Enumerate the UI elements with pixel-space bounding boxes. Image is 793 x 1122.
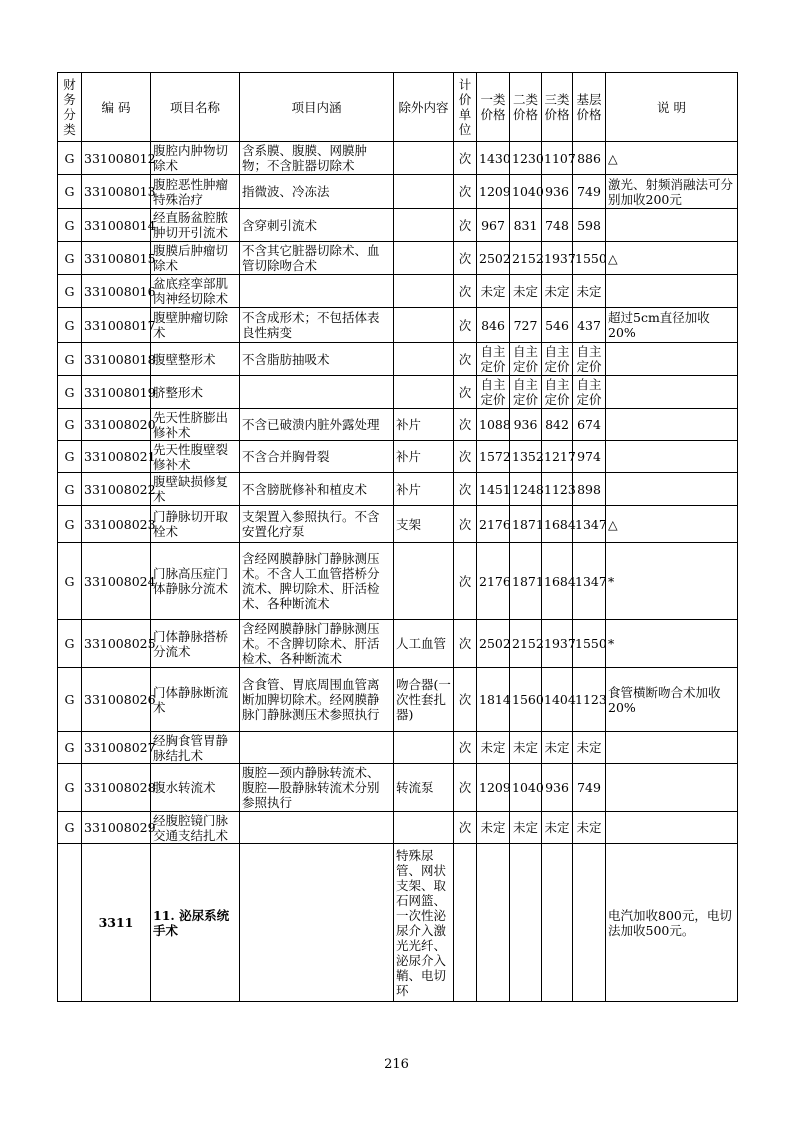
cell-price-3: 842 bbox=[542, 409, 573, 441]
cell-price-1: 1209 bbox=[477, 175, 510, 209]
cell-price-1: 1814 bbox=[477, 668, 510, 732]
page-number: 216 bbox=[384, 1057, 409, 1072]
table-row bbox=[58, 732, 738, 764]
cell-unit: 次 bbox=[454, 242, 477, 275]
cell-name: 盆底痉挛部肌肉神经切除术 bbox=[151, 275, 240, 308]
cell-name: 先天性腹壁裂修补术 bbox=[151, 441, 240, 473]
cell-exclusion bbox=[394, 343, 454, 376]
cell-price-2: 自主定价 bbox=[510, 343, 542, 376]
cell-code: 331008024 bbox=[82, 543, 151, 620]
cell-price-3: 1684 bbox=[542, 506, 573, 543]
cell-code: 331008020 bbox=[82, 409, 151, 441]
cell-price-2: 未定 bbox=[510, 275, 542, 308]
cell-content: 不含膀胱修补和植皮术 bbox=[240, 473, 394, 506]
cell-fin-class: G bbox=[58, 409, 82, 441]
cell-fin-class: G bbox=[58, 275, 82, 308]
cell-price-4: 未定 bbox=[573, 732, 606, 764]
cell-code: 331008019 bbox=[82, 376, 151, 409]
cell-memo bbox=[606, 812, 738, 844]
cell-price-2: 1230 bbox=[510, 142, 542, 175]
cell-unit: 次 bbox=[454, 473, 477, 506]
cell-price-1: 967 bbox=[477, 209, 510, 242]
cell-price-3: 936 bbox=[542, 764, 573, 812]
cell-content: 不含合并胸骨裂 bbox=[240, 441, 394, 473]
cell-name: 11. 泌尿系统手术 bbox=[151, 844, 240, 1002]
cell-fin-class: G bbox=[58, 668, 82, 732]
cell-unit: 次 bbox=[454, 409, 477, 441]
cell-price-2: 2152 bbox=[510, 242, 542, 275]
table-row bbox=[58, 764, 738, 812]
cell-name: 腹壁肿瘤切除术 bbox=[151, 308, 240, 343]
cell-price-2: 未定 bbox=[510, 732, 542, 764]
cell-price-2: 1560 bbox=[510, 668, 542, 732]
cell-exclusion bbox=[394, 543, 454, 620]
table-row bbox=[58, 209, 738, 242]
cell-name: 腹腔内肿物切除术 bbox=[151, 142, 240, 175]
cell-name: 腹壁整形术 bbox=[151, 343, 240, 376]
header-row bbox=[58, 73, 738, 142]
cell-name: 腹膜后肿瘤切除术 bbox=[151, 242, 240, 275]
cell-price-2: 831 bbox=[510, 209, 542, 242]
cell-price-1: 1451 bbox=[477, 473, 510, 506]
cell-exclusion: 吻合器(一次性套扎器) bbox=[394, 668, 454, 732]
cell-name: 门体静脉断流术 bbox=[151, 668, 240, 732]
cell-exclusion: 人工血管 bbox=[394, 620, 454, 668]
cell-price-4: 未定 bbox=[573, 812, 606, 844]
cell-exclusion bbox=[394, 275, 454, 308]
cell-name: 经胸食管胃静脉结扎术 bbox=[151, 732, 240, 764]
cell-memo: 电汽加收800元，电切法加收500元。 bbox=[606, 844, 738, 1002]
section-row bbox=[58, 844, 738, 1002]
cell-content: 不含其它脏器切除术、血管切除吻合术 bbox=[240, 242, 394, 275]
cell-price-1: 自主定价 bbox=[477, 343, 510, 376]
header-price-3: 三类价格 bbox=[542, 73, 573, 142]
cell-price-4: 自主定价 bbox=[573, 343, 606, 376]
cell-name: 腹水转流术 bbox=[151, 764, 240, 812]
cell-content bbox=[240, 844, 394, 1002]
cell-unit: 次 bbox=[454, 732, 477, 764]
cell-fin-class: G bbox=[58, 343, 82, 376]
cell-fin-class: G bbox=[58, 620, 82, 668]
cell-unit: 次 bbox=[454, 308, 477, 343]
table-row bbox=[58, 543, 738, 620]
table-row bbox=[58, 142, 738, 175]
cell-exclusion bbox=[394, 142, 454, 175]
cell-fin-class: G bbox=[58, 506, 82, 543]
header-price-1: 一类价格 bbox=[477, 73, 510, 142]
cell-code: 331008022 bbox=[82, 473, 151, 506]
cell-price-4 bbox=[573, 844, 606, 1002]
cell-price-2: 936 bbox=[510, 409, 542, 441]
table-row bbox=[58, 308, 738, 343]
cell-code: 331008027 bbox=[82, 732, 151, 764]
cell-code: 331008026 bbox=[82, 668, 151, 732]
table-row bbox=[58, 620, 738, 668]
cell-fin-class: G bbox=[58, 308, 82, 343]
header-code: 编 码 bbox=[82, 73, 151, 142]
cell-exclusion: 特殊尿管、网状支架、取石网篮、一次性泌尿介入激光光纤、泌尿介入鞘、电切环 bbox=[394, 844, 454, 1002]
cell-code: 3311 bbox=[82, 844, 151, 1002]
cell-code: 331008017 bbox=[82, 308, 151, 343]
cell-memo: △ bbox=[606, 142, 738, 175]
cell-price-4: 898 bbox=[573, 473, 606, 506]
cell-price-3: 1937 bbox=[542, 620, 573, 668]
cell-price-2: 1871 bbox=[510, 543, 542, 620]
cell-price-4: 未定 bbox=[573, 275, 606, 308]
header-unit: 计价单位 bbox=[454, 73, 477, 142]
table-row bbox=[58, 668, 738, 732]
cell-price-3 bbox=[542, 844, 573, 1002]
cell-content: 不含已破溃内脏外露处理 bbox=[240, 409, 394, 441]
cell-unit: 次 bbox=[454, 175, 477, 209]
cell-price-4: 674 bbox=[573, 409, 606, 441]
cell-unit: 次 bbox=[454, 764, 477, 812]
cell-fin-class: G bbox=[58, 764, 82, 812]
cell-code: 331008014 bbox=[82, 209, 151, 242]
cell-content: 不含脂肪抽吸术 bbox=[240, 343, 394, 376]
cell-exclusion bbox=[394, 209, 454, 242]
cell-content: 含系膜、腹膜、网膜肿物；不含脏器切除术 bbox=[240, 142, 394, 175]
cell-memo bbox=[606, 209, 738, 242]
cell-fin-class: G bbox=[58, 242, 82, 275]
header-price-4: 基层价格 bbox=[573, 73, 606, 142]
cell-exclusion bbox=[394, 732, 454, 764]
cell-price-1: 2176 bbox=[477, 506, 510, 543]
cell-price-1 bbox=[477, 844, 510, 1002]
cell-fin-class: G bbox=[58, 543, 82, 620]
cell-price-2: 1352 bbox=[510, 441, 542, 473]
cell-unit: 次 bbox=[454, 441, 477, 473]
cell-exclusion: 补片 bbox=[394, 409, 454, 441]
cell-price-4: 1550 bbox=[573, 242, 606, 275]
cell-exclusion: 转流泵 bbox=[394, 764, 454, 812]
cell-price-3: 1684 bbox=[542, 543, 573, 620]
cell-unit bbox=[454, 844, 477, 1002]
cell-code: 331008025 bbox=[82, 620, 151, 668]
cell-price-4: 437 bbox=[573, 308, 606, 343]
table-row bbox=[58, 376, 738, 409]
cell-fin-class: G bbox=[58, 142, 82, 175]
cell-unit: 次 bbox=[454, 343, 477, 376]
cell-unit: 次 bbox=[454, 209, 477, 242]
cell-memo: 超过5cm直径加收20% bbox=[606, 308, 738, 343]
header-name: 项目名称 bbox=[151, 73, 240, 142]
cell-content: 支架置入参照执行。不含安置化疗泵 bbox=[240, 506, 394, 543]
cell-price-1: 2502 bbox=[477, 620, 510, 668]
cell-unit: 次 bbox=[454, 142, 477, 175]
cell-price-2: 未定 bbox=[510, 812, 542, 844]
cell-price-3: 1107 bbox=[542, 142, 573, 175]
cell-price-3: 自主定价 bbox=[542, 376, 573, 409]
cell-fin-class: G bbox=[58, 812, 82, 844]
cell-price-3: 1404 bbox=[542, 668, 573, 732]
cell-unit: 次 bbox=[454, 668, 477, 732]
cell-memo bbox=[606, 764, 738, 812]
cell-price-4: 1347 bbox=[573, 543, 606, 620]
cell-content bbox=[240, 812, 394, 844]
cell-unit: 次 bbox=[454, 620, 477, 668]
cell-price-3: 1123 bbox=[542, 473, 573, 506]
cell-price-1: 2502 bbox=[477, 242, 510, 275]
cell-name: 经腹腔镜门脉交通支结扎术 bbox=[151, 812, 240, 844]
cell-name: 门脉高压症门体静脉分流术 bbox=[151, 543, 240, 620]
cell-memo bbox=[606, 441, 738, 473]
cell-price-2: 自主定价 bbox=[510, 376, 542, 409]
cell-memo: 食管横断吻合术加收20% bbox=[606, 668, 738, 732]
cell-price-1: 846 bbox=[477, 308, 510, 343]
cell-code: 331008018 bbox=[82, 343, 151, 376]
cell-memo: △ bbox=[606, 506, 738, 543]
cell-price-2 bbox=[510, 844, 542, 1002]
cell-unit: 次 bbox=[454, 543, 477, 620]
header-exclusion: 除外内容 bbox=[394, 73, 454, 142]
cell-price-3: 未定 bbox=[542, 275, 573, 308]
cell-fin-class bbox=[58, 844, 82, 1002]
cell-price-1: 未定 bbox=[477, 732, 510, 764]
header-memo: 说 明 bbox=[606, 73, 738, 142]
cell-content bbox=[240, 376, 394, 409]
cell-code: 331008029 bbox=[82, 812, 151, 844]
cell-price-4: 749 bbox=[573, 175, 606, 209]
cell-price-1: 1088 bbox=[477, 409, 510, 441]
cell-price-3: 1937 bbox=[542, 242, 573, 275]
header-price-2: 二类价格 bbox=[510, 73, 542, 142]
cell-unit: 次 bbox=[454, 275, 477, 308]
cell-exclusion: 支架 bbox=[394, 506, 454, 543]
cell-name: 腹腔恶性肿瘤特殊治疗 bbox=[151, 175, 240, 209]
cell-price-1: 1430 bbox=[477, 142, 510, 175]
cell-name: 脐整形术 bbox=[151, 376, 240, 409]
table-row bbox=[58, 343, 738, 376]
cell-fin-class: G bbox=[58, 209, 82, 242]
cell-name: 先天性脐膨出修补术 bbox=[151, 409, 240, 441]
cell-exclusion bbox=[394, 242, 454, 275]
cell-memo: 激光、射频消融法可分别加收200元 bbox=[606, 175, 738, 209]
header-fin-class: 财务分类 bbox=[58, 73, 82, 142]
cell-price-1: 1209 bbox=[477, 764, 510, 812]
cell-price-3: 未定 bbox=[542, 732, 573, 764]
cell-exclusion bbox=[394, 175, 454, 209]
cell-code: 331008028 bbox=[82, 764, 151, 812]
cell-code: 331008013 bbox=[82, 175, 151, 209]
cell-price-4: 1123 bbox=[573, 668, 606, 732]
cell-price-4: 749 bbox=[573, 764, 606, 812]
cell-price-1: 未定 bbox=[477, 275, 510, 308]
cell-memo: * bbox=[606, 620, 738, 668]
table-row bbox=[58, 473, 738, 506]
price-table bbox=[57, 72, 738, 1002]
cell-fin-class: G bbox=[58, 376, 82, 409]
cell-code: 331008021 bbox=[82, 441, 151, 473]
cell-price-4: 598 bbox=[573, 209, 606, 242]
cell-content: 含穿刺引流术 bbox=[240, 209, 394, 242]
cell-fin-class: G bbox=[58, 732, 82, 764]
cell-unit: 次 bbox=[454, 376, 477, 409]
cell-content bbox=[240, 275, 394, 308]
cell-content: 指微波、冷冻法 bbox=[240, 175, 394, 209]
cell-memo bbox=[606, 376, 738, 409]
cell-price-2: 2152 bbox=[510, 620, 542, 668]
cell-price-2: 727 bbox=[510, 308, 542, 343]
cell-name: 门静脉切开取栓术 bbox=[151, 506, 240, 543]
cell-memo: * bbox=[606, 543, 738, 620]
cell-price-2: 1040 bbox=[510, 175, 542, 209]
cell-memo bbox=[606, 409, 738, 441]
cell-name: 门体静脉搭桥分流术 bbox=[151, 620, 240, 668]
cell-price-3: 748 bbox=[542, 209, 573, 242]
cell-content: 含食管、胃底周围血管离断加脾切除术。经网膜静脉门静脉测压术参照执行 bbox=[240, 668, 394, 732]
cell-content: 不含成形术；不包括体表良性病变 bbox=[240, 308, 394, 343]
table-row bbox=[58, 441, 738, 473]
cell-fin-class: G bbox=[58, 441, 82, 473]
cell-price-3: 546 bbox=[542, 308, 573, 343]
cell-price-2: 1040 bbox=[510, 764, 542, 812]
cell-price-1: 2176 bbox=[477, 543, 510, 620]
cell-price-4: 1550 bbox=[573, 620, 606, 668]
cell-price-4: 974 bbox=[573, 441, 606, 473]
cell-memo bbox=[606, 275, 738, 308]
cell-price-4: 自主定价 bbox=[573, 376, 606, 409]
cell-content: 含经网膜静脉门静脉测压术。不含脾切除术、肝活检术、各种断流术 bbox=[240, 620, 394, 668]
cell-price-3: 936 bbox=[542, 175, 573, 209]
table-row bbox=[58, 812, 738, 844]
cell-price-3: 1217 bbox=[542, 441, 573, 473]
cell-price-2: 1871 bbox=[510, 506, 542, 543]
table-row bbox=[58, 275, 738, 308]
cell-price-3: 未定 bbox=[542, 812, 573, 844]
cell-price-4: 886 bbox=[573, 142, 606, 175]
cell-price-2: 1248 bbox=[510, 473, 542, 506]
table-row bbox=[58, 409, 738, 441]
cell-content: 腹腔—颈内静脉转流术、腹腔—股静脉转流术分别参照执行 bbox=[240, 764, 394, 812]
table-row bbox=[58, 242, 738, 275]
table-row bbox=[58, 506, 738, 543]
cell-exclusion: 补片 bbox=[394, 473, 454, 506]
header-content: 项目内涵 bbox=[240, 73, 394, 142]
cell-exclusion: 补片 bbox=[394, 441, 454, 473]
cell-price-3: 自主定价 bbox=[542, 343, 573, 376]
cell-code: 331008016 bbox=[82, 275, 151, 308]
cell-code: 331008015 bbox=[82, 242, 151, 275]
cell-memo bbox=[606, 732, 738, 764]
cell-code: 331008012 bbox=[82, 142, 151, 175]
cell-price-1: 未定 bbox=[477, 812, 510, 844]
cell-price-1: 1572 bbox=[477, 441, 510, 473]
cell-content: 含经网膜静脉门静脉测压术。不含人工血管搭桥分流术、脾切除术、肝活检术、各种断流术 bbox=[240, 543, 394, 620]
cell-unit: 次 bbox=[454, 506, 477, 543]
cell-memo bbox=[606, 343, 738, 376]
cell-fin-class: G bbox=[58, 175, 82, 209]
table-row bbox=[58, 175, 738, 209]
cell-exclusion bbox=[394, 308, 454, 343]
cell-name: 腹壁缺损修复术 bbox=[151, 473, 240, 506]
cell-content bbox=[240, 732, 394, 764]
cell-name: 经直肠盆腔脓肿切开引流术 bbox=[151, 209, 240, 242]
cell-exclusion bbox=[394, 812, 454, 844]
cell-memo bbox=[606, 473, 738, 506]
cell-price-4: 1347 bbox=[573, 506, 606, 543]
cell-exclusion bbox=[394, 376, 454, 409]
cell-unit: 次 bbox=[454, 812, 477, 844]
cell-code: 331008023 bbox=[82, 506, 151, 543]
cell-price-1: 自主定价 bbox=[477, 376, 510, 409]
cell-memo: △ bbox=[606, 242, 738, 275]
cell-fin-class: G bbox=[58, 473, 82, 506]
